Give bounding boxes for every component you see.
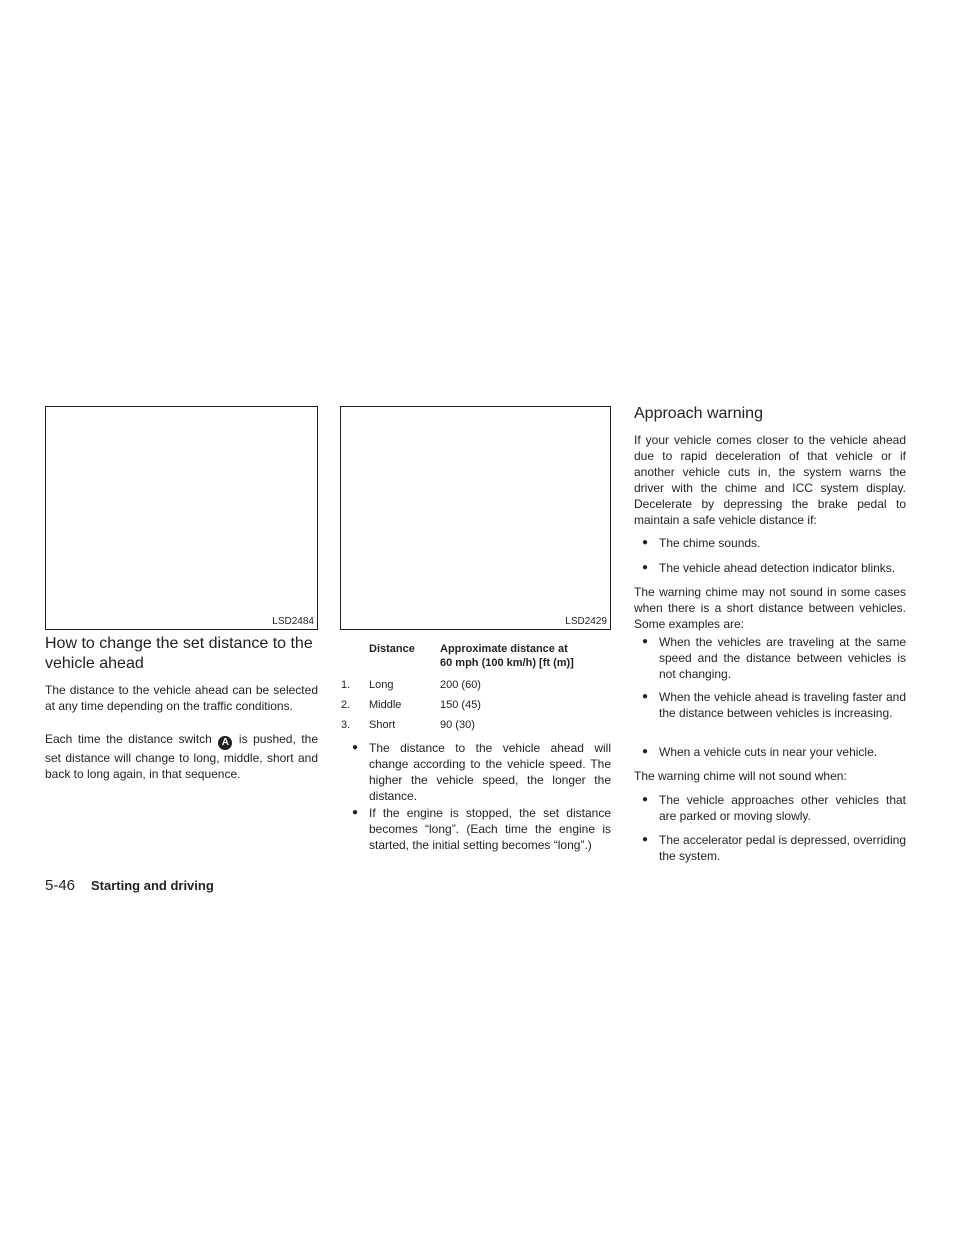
row-value: 150 (45)	[440, 699, 481, 711]
figure-code: LSD2484	[272, 616, 314, 627]
bullet-item	[642, 689, 906, 721]
bullet-dot-icon: ●	[642, 691, 649, 702]
body-paragraph: The warning chime will not sound when:	[634, 769, 847, 783]
body-paragraph: The distance to the vehicle ahead can be selected at any time depending on the traffic conditions.	[45, 683, 318, 713]
row-number: 3.	[341, 719, 351, 731]
bullet-dot-icon: ●	[642, 636, 649, 647]
body-paragraph: The warning chime may not sound in some cases when there is a short distance between vehicles. Some examples are:	[634, 585, 906, 631]
page-number: 5-46	[45, 877, 76, 894]
column-header-distance: Distance	[369, 643, 415, 655]
row-number: 1.	[341, 679, 351, 691]
paragraph-text: Each time the distance switch	[45, 732, 212, 746]
bullet-item	[352, 805, 611, 853]
row-distance: Short	[369, 719, 396, 731]
bullet-text: The chime sounds.	[659, 536, 761, 550]
row-value: 90 (30)	[440, 719, 475, 731]
bullet-dot-icon: ●	[352, 742, 359, 753]
bullet-dot-icon: ●	[642, 746, 649, 757]
bullet-item	[642, 634, 906, 682]
figure-distance-settings	[340, 406, 611, 630]
figure-code: LSD2429	[565, 616, 607, 627]
bullet-text: When the vehicle ahead is traveling faster and the distance between vehicles is increasing.	[659, 690, 906, 720]
body-paragraph	[45, 731, 318, 782]
figure-distance-switch	[45, 406, 318, 630]
row-distance: Middle	[369, 699, 402, 711]
paragraph-text: is pushed, the set distance will change to long, middle, short and back to long again, in that sequence.	[45, 732, 319, 781]
body-paragraph: If your vehicle comes closer to the vehicle ahead due to rapid deceleration of that vehicle or if another vehicle cuts in, the system warns the driver with the chime and ICC system display. Decelerate by depressing the brake pedal to maintain a safe vehicle distance if:	[634, 433, 906, 527]
heading-line: vehicle ahead	[45, 655, 144, 672]
header-line: 60 mph (100 km/h) [ft (m)]	[440, 657, 574, 669]
switch-a-marker: A	[218, 736, 232, 750]
bullet-text: The distance to the vehicle ahead will change according to the vehicle speed. The higher the vehicle speed, the longer the distance.	[369, 741, 611, 803]
section-heading: Approach warning	[634, 405, 763, 422]
bullet-text: If the engine is stopped, the set distance becomes “long”. (Each time the engine is started, the initial setting becomes “long”.)	[369, 806, 611, 852]
bullet-dot-icon: ●	[642, 562, 649, 573]
heading-line: How to change the set distance to the	[45, 635, 313, 652]
bullet-dot-icon: ●	[352, 807, 359, 818]
row-value: 200 (60)	[440, 679, 481, 691]
row-distance: Long	[369, 679, 394, 691]
bullet-text: The vehicle approaches other vehicles that are parked or moving slowly.	[659, 793, 906, 823]
bullet-text: The accelerator pedal is depressed, overriding the system.	[659, 833, 906, 863]
bullet-dot-icon: ●	[642, 834, 649, 845]
bullet-item	[642, 744, 906, 760]
section-title: Starting and driving	[91, 878, 214, 893]
bullet-item	[642, 560, 906, 576]
bullet-item	[642, 832, 906, 864]
bullet-text: When a vehicle cuts in near your vehicle.	[659, 745, 878, 759]
bullet-text: When the vehicles are traveling at the same speed and the distance between vehicles is not changing.	[659, 635, 906, 681]
bullet-text: The vehicle ahead detection indicator blinks.	[659, 561, 896, 575]
column-header-approx	[440, 642, 620, 670]
header-line: Approximate distance at	[440, 643, 568, 655]
bullet-dot-icon: ●	[642, 794, 649, 805]
row-number: 2.	[341, 699, 351, 711]
bullet-item	[352, 740, 611, 804]
bullet-item	[642, 535, 906, 551]
bullet-dot-icon: ●	[642, 537, 649, 548]
section-heading	[45, 634, 325, 674]
bullet-item	[642, 792, 906, 824]
